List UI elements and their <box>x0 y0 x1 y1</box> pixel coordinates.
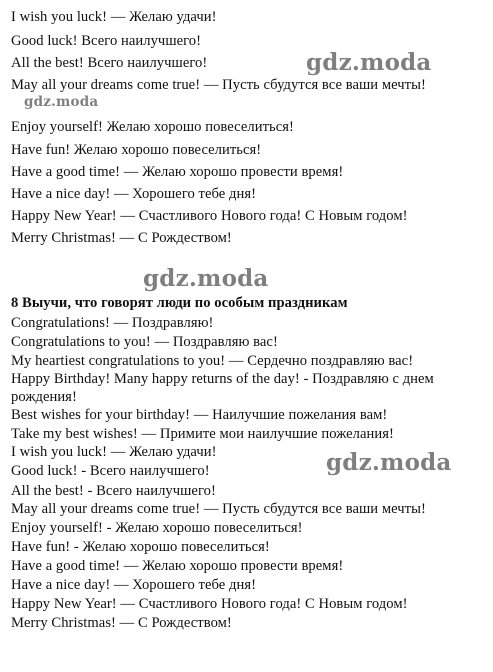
text-line: I wish you luck! — Желаю удачи! <box>11 9 217 25</box>
text-line: Have a good time! — Желаю хорошо провести время! <box>11 164 344 180</box>
text-line: Merry Christmas! — С Рождеством! <box>11 615 232 631</box>
text-line: Have a nice day! — Хорошего тебе дня! <box>11 577 257 593</box>
text-line: Best wishes for your birthday! — Наилучшие пожелания вам! <box>11 407 388 423</box>
section-heading: 8 Выучи, что говорят люди по особым праздникам <box>11 295 348 311</box>
text-line: Have fun! - Желаю хорошо повеселиться! <box>11 539 270 555</box>
text-line: All the best! Всего наилучшего! <box>11 55 208 71</box>
text-line: Happy New Year! — Счастливого Нового года! С Новым годом! <box>11 596 408 612</box>
text-line: рождения! <box>11 389 77 405</box>
text-line: Merry Christmas! — С Рождеством! <box>11 230 232 246</box>
text-line: All the best! - Всего наилучшего! <box>11 483 216 499</box>
text-line: My heartiest congratulations to you! — Сердечно поздравляю вас! <box>11 353 414 369</box>
watermark: gdz.moda <box>326 449 452 476</box>
text-line: Have a good time! — Желаю хорошо провести время! <box>11 558 344 574</box>
text-line: I wish you luck! — Желаю удачи! <box>11 444 217 460</box>
watermark: gdz.moda <box>24 94 99 110</box>
text-line: Enjoy yourself! - Желаю хорошо повеселиться! <box>11 520 303 536</box>
text-line: Good luck! Всего наилучшего! <box>11 33 202 49</box>
text-line: Congratulations to you! — Поздравляю вас! <box>11 334 278 350</box>
watermark: gdz.moda <box>143 265 269 292</box>
text-line: May all your dreams come true! — Пусть сбудутся все ваши мечты! <box>11 77 426 93</box>
text-line: Happy New Year! — Счастливого Нового года! С Новым годом! <box>11 208 408 224</box>
text-line: May all your dreams come true! — Пусть сбудутся все ваши мечты! <box>11 501 426 517</box>
text-line: Have fun! Желаю хорошо повеселиться! <box>11 142 262 158</box>
text-line: Have a nice day! — Хорошего тебе дня! <box>11 186 257 202</box>
watermark: gdz.moda <box>306 49 432 76</box>
text-line: Happy Birthday! Many happy returns of the day! - Поздравляю с днем <box>11 371 434 387</box>
text-line: Good luck! - Всего наилучшего! <box>11 463 210 479</box>
text-line: Enjoy yourself! Желаю хорошо повеселиться! <box>11 119 294 135</box>
text-line: Take my best wishes! — Примите мои наилучшие пожелания! <box>11 426 394 442</box>
text-line: Congratulations! — Поздравляю! <box>11 315 214 331</box>
